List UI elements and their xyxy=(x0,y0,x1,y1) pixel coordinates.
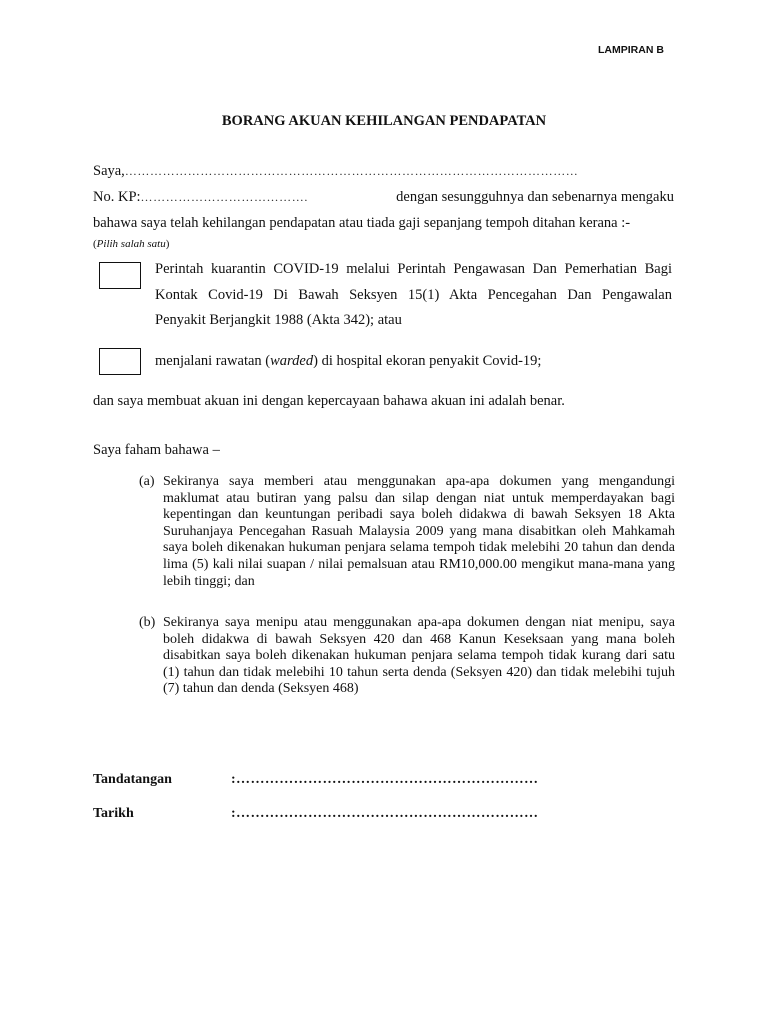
note-open: ( xyxy=(93,238,97,250)
kp-line xyxy=(93,189,674,206)
option-warded-pre: menjalani rawatan ( xyxy=(155,353,271,369)
saya-field[interactable] xyxy=(93,163,578,180)
option-quarantine-line-1: Perintah kuarantin COVID-19 melalui Perintah Pengawasan Dan Pemerhatian Bagi xyxy=(155,261,672,277)
option-warded-italic: warded xyxy=(270,353,314,369)
form-title: BORANG AKUAN KEHILANGAN PENDAPATAN xyxy=(221,113,547,129)
clause-a-text: Sekiranya saya memberi atau menggunakan apa-apa dokumen yang mengandungi maklumat atau butiran yang palsu dan silap dengan niat untuk memperdayakan bagi kepentingan dan keuntungan peribadi saya boleh didakwa di bawah Seksyen 18 Akta Suruhanjaya Pencegahan Rasuah Malaysia 2009 yang mana disabitkan oleh Mahkamah saya boleh dikenakan hukuman penjara selama tempoh tidak melebihi 20 tahun dan denda lima (5) kali nilai suapan / nilai pemalsuan atau RM10,000.00 mengikut mana-mana yang lebih tinggi; dan xyxy=(163,474,675,589)
clause-b-marker: (b) xyxy=(139,615,156,630)
kp-blank[interactable]: …………………………………. xyxy=(140,190,308,204)
saya-blank[interactable]: ……………………………………………………………………………………………… xyxy=(124,164,579,178)
option-quarantine-line-2: Kontak Covid-19 Di Bawah Seksyen 15(1) Akta Pencegahan Dan Pengawalan xyxy=(155,287,672,303)
note-italic: Pilih salah satu xyxy=(96,238,166,250)
understand-heading: Saya faham bahawa – xyxy=(93,442,220,458)
clause-b-text: Sekiranya saya menipu atau menggunakan apa-apa dokumen dengan niat menipu, saya boleh didakwa di bawah Seksyen 420 dan 468 Kanun Keseksaan yang mana boleh disabitkan saya boleh dikenakan hukuman penjara selama tempoh tidak kurang dari satu (1) tahun dan tidak melebihi 10 tahun serta denda (Seksyen 420) dan tidak melebihi tujuh (7) tahun dan denda (Seksyen 468) xyxy=(163,615,675,697)
choose-one-note xyxy=(93,238,169,250)
saya-label: Saya, xyxy=(93,163,125,179)
lampiran-label: LAMPIRAN B xyxy=(598,44,664,56)
note-close: ) xyxy=(165,238,170,250)
declaration-line: bahawa saya telah kehilangan pendapatan atau tiada gaji sepanjang tempoh ditahan kerana :- xyxy=(93,215,631,231)
date-blank[interactable]: :……………………………………………………… xyxy=(231,806,539,821)
signature-label: Tandatangan xyxy=(93,772,172,787)
date-label: Tarikh xyxy=(93,806,134,821)
option-quarantine-line-3: Penyakit Berjangkit 1988 (Akta 342); atau xyxy=(155,312,402,328)
signature-blank[interactable]: :……………………………………………………… xyxy=(231,772,539,787)
kp-statement: dengan sesungguhnya dan sebenarnya mengaku xyxy=(396,189,674,205)
option-warded-checkbox[interactable] xyxy=(99,348,141,375)
option-warded-post: ) di hospital ekoran penyakit Covid-19; xyxy=(313,353,542,369)
option-quarantine-checkbox[interactable] xyxy=(99,262,141,289)
option-warded-text xyxy=(155,353,541,370)
kp-label: No. KP: xyxy=(93,189,141,205)
clause-a-marker: (a) xyxy=(139,474,155,489)
kp-field[interactable] xyxy=(93,189,308,206)
closing-statement: dan saya membuat akuan ini dengan kepercayaan bahawa akuan ini adalah benar. xyxy=(93,393,565,409)
